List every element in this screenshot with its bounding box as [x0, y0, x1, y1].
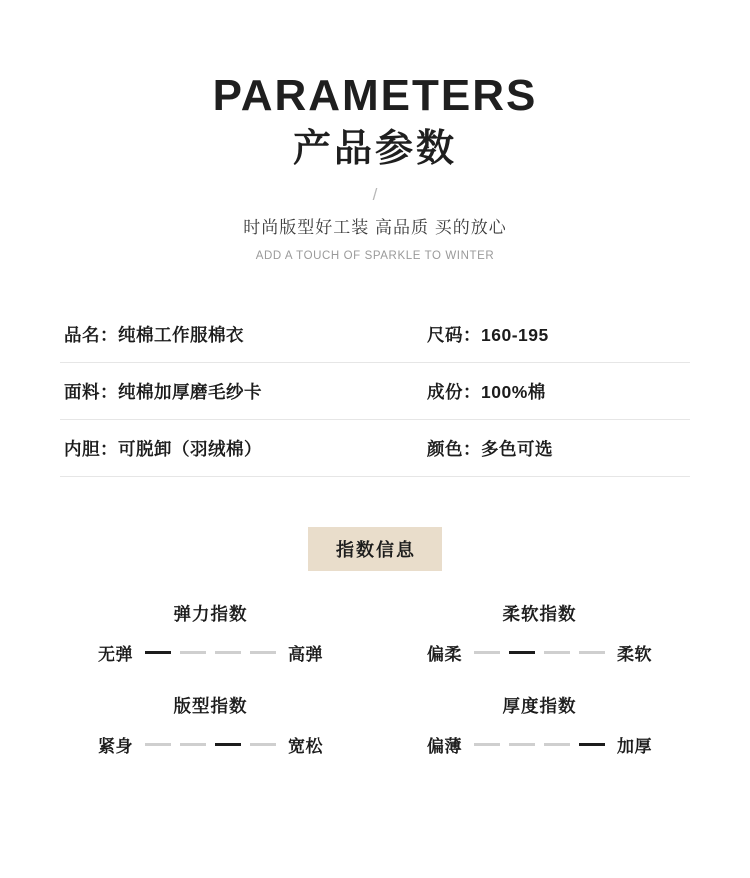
scale-right-label: 柔软 [617, 645, 652, 665]
scale-tick [474, 743, 500, 746]
scale-left-label: 偏柔 [427, 645, 462, 665]
scale-ticks [145, 743, 276, 746]
scale-left-label: 紧身 [98, 737, 133, 757]
scale-tick [250, 651, 276, 654]
index-scale [46, 640, 375, 665]
scale-tick [474, 651, 500, 654]
spec-color-value: 颜色：多色可选 [427, 438, 553, 459]
page-header [0, 0, 750, 262]
scale-ticks [474, 651, 605, 654]
scale-tick [579, 743, 605, 746]
scale-left-label: 无弹 [98, 645, 133, 665]
index-title: 弹力指数 [173, 604, 248, 625]
scale-tick [250, 743, 276, 746]
spec-lining-value: 内胆：可脱卸（羽绒棉） [64, 438, 262, 459]
divider-slash: / [372, 185, 378, 205]
scale-tick [215, 743, 241, 746]
spec-composition-value: 成份：100%棉 [427, 381, 546, 402]
spec-name-value: 品名：纯棉工作服棉衣 [64, 324, 244, 345]
index-item-softness [375, 601, 704, 665]
scale-right-label: 宽松 [288, 737, 323, 757]
index-badge-container [0, 527, 750, 571]
scale-tick [145, 651, 171, 654]
scale-ticks [145, 651, 276, 654]
scale-tick [509, 651, 535, 654]
scale-ticks [474, 743, 605, 746]
scale-tick [579, 651, 605, 654]
index-scale [375, 732, 704, 757]
scale-tick [544, 743, 570, 746]
subtitle-en: ADD A TOUCH OF SPARKLE TO WINTER [255, 250, 495, 263]
table-row [60, 420, 690, 477]
scale-tick [509, 743, 535, 746]
scale-tick [180, 743, 206, 746]
scale-tick [180, 651, 206, 654]
index-item-fit [46, 693, 375, 757]
scale-left-label: 偏薄 [427, 737, 462, 757]
scale-tick [145, 743, 171, 746]
page-title-cn: 产品参数 [292, 128, 457, 171]
scale-tick [215, 651, 241, 654]
table-row [60, 363, 690, 420]
index-title: 柔软指数 [502, 604, 577, 625]
page-title-en: PARAMETERS [212, 71, 538, 120]
index-section-badge: 指数信息 [308, 527, 442, 571]
scale-right-label: 高弹 [288, 645, 323, 665]
index-item-thickness [375, 693, 704, 757]
scale-tick [544, 651, 570, 654]
spec-table [60, 306, 690, 477]
scale-right-label: 加厚 [617, 737, 652, 757]
table-row [60, 306, 690, 363]
subtitle-cn: 时尚版型好工装 高品质 买的放心 [243, 218, 507, 238]
index-grid [46, 601, 704, 757]
index-title: 版型指数 [173, 696, 248, 717]
spec-fabric-value: 面料：纯棉加厚磨毛纱卡 [64, 381, 262, 402]
index-item-elasticity [46, 601, 375, 665]
index-scale [375, 640, 704, 665]
spec-size-value: 尺码：160-195 [427, 324, 549, 345]
index-scale [46, 732, 375, 757]
index-title: 厚度指数 [502, 696, 577, 717]
